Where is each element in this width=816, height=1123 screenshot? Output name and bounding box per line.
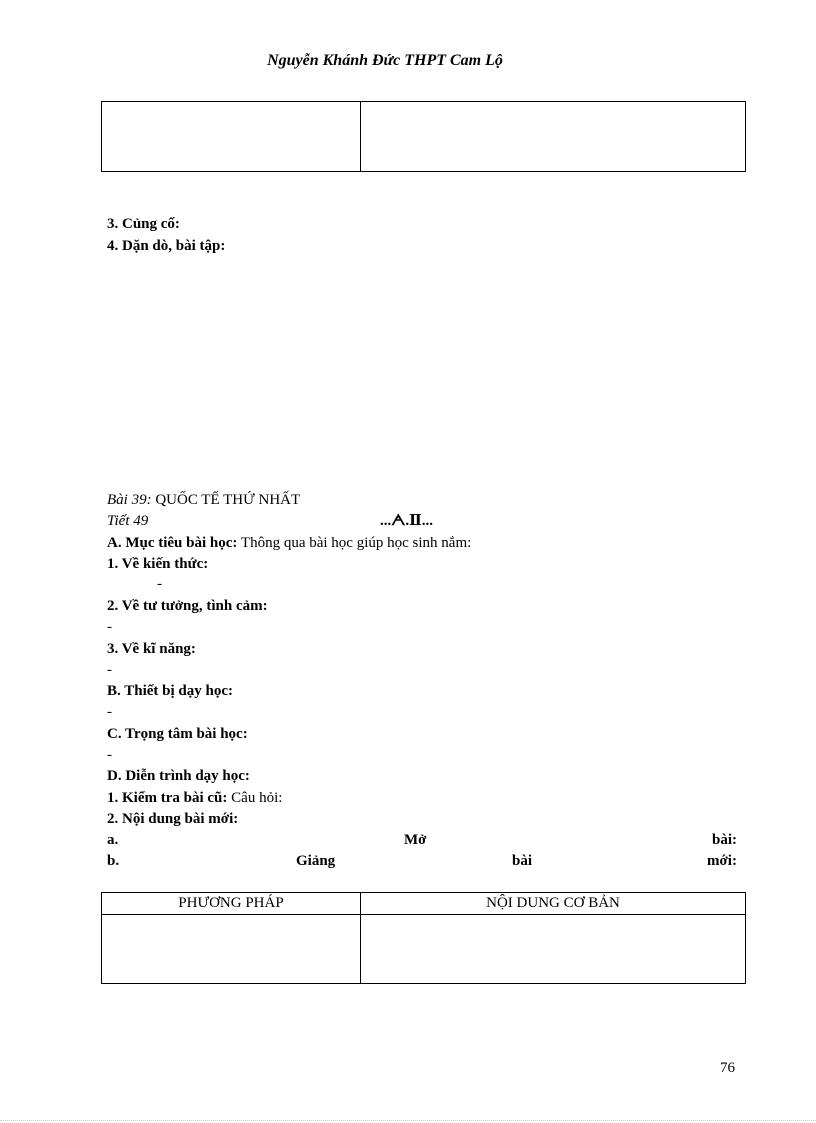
review-line	[107, 788, 282, 808]
skills-dash: -	[107, 662, 112, 678]
review-text: Câu hỏi:	[231, 790, 283, 806]
page-number: 76	[720, 1060, 735, 1076]
teach-word-teach: Giảng	[296, 853, 336, 869]
lesson-table	[101, 892, 746, 984]
process-heading: D. Diễn trình dạy học:	[107, 768, 250, 784]
table-header-rule	[102, 914, 745, 915]
thought-dash: -	[107, 619, 112, 635]
intro-letter: a.	[107, 832, 119, 848]
lesson-period: Tiết 49	[107, 513, 149, 529]
skills-heading: 3. Về kĩ năng:	[107, 641, 196, 657]
column-header-method: PHƯƠNG PHÁP	[178, 895, 284, 911]
page-header: Nguyễn Khánh Đức THPT Cam Lộ	[267, 52, 503, 69]
knowledge-heading: 1. Về kiến thức:	[107, 556, 209, 572]
column-header-content: NỘI DUNG CƠ BẢN	[486, 895, 620, 911]
date-marker: ...ᗅ.Ⅱ...	[380, 513, 434, 529]
homework-heading: 4. Dặn dò, bài tập:	[107, 238, 226, 254]
review-label: 1. Kiểm tra bài cũ:	[107, 790, 228, 806]
teach-word-new: mới:	[707, 853, 737, 869]
focus-heading: C. Trọng tâm bài học:	[107, 726, 248, 742]
intro-word-open: Mở	[404, 832, 427, 848]
page-bottom-border	[0, 1120, 816, 1122]
lesson-title	[107, 490, 300, 510]
objectives-text: Thông qua bài học giúp học sinh nắm:	[240, 535, 472, 551]
consolidate-heading: 3. Củng cố:	[107, 216, 180, 232]
equipment-heading: B. Thiết bị dạy học:	[107, 683, 233, 699]
teach-letter: b.	[107, 853, 120, 869]
thought-heading: 2. Về tư tưởng, tình cảm:	[107, 598, 268, 614]
lesson-number: Bài 39:	[107, 492, 152, 508]
table-column-divider	[360, 893, 361, 983]
objectives-line	[107, 533, 471, 553]
top-table-divider	[360, 102, 361, 171]
new-content-heading: 2. Nội dung bài mới:	[107, 811, 239, 827]
equipment-dash: -	[107, 704, 112, 720]
top-table	[101, 101, 746, 172]
objectives-label: A. Mục tiêu bài học:	[107, 535, 238, 551]
focus-dash: -	[107, 747, 112, 763]
lesson-name: QUỐC TẾ THỨ NHẤT	[155, 492, 301, 508]
intro-word-lesson: bài:	[712, 832, 738, 848]
teach-word-lesson: bài	[512, 853, 533, 869]
knowledge-dash: -	[157, 576, 162, 592]
